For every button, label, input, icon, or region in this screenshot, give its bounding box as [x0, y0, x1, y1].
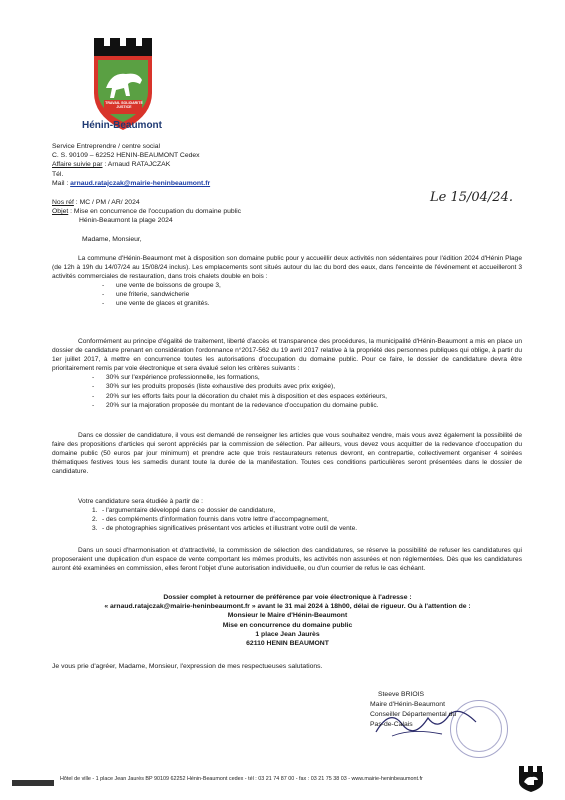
paragraph-2	[52, 337, 522, 410]
paragraph-3-text: Dans ce dossier de candidature, il vous est demandé de renseigner les articles que vous souhaitez vendre, mais vous avez également la possibilité de faire des propositions d'articles qui seront appréciés par la commission de sélection. Par ailleurs, vous devez vous acquitter de la redevance d'occupation du domaine public (50 euros par jour minimum) et prendre acte que trois restaurateurs retenus devront, en contrepartie, collectivement organiser 4 soirées thématiques festives tous les samedis durant toute la durée de la manifestation. Toutes ces conditions particulières seront présentées dans le dossier de candidature.	[52, 432, 522, 476]
list-item: - une friterie, sandwicherie	[52, 290, 522, 299]
dossier-line-3: Monsieur le Maire d'Hénin-Beaumont	[227, 612, 348, 620]
criteria-list	[52, 373, 522, 409]
paragraph-1-text: La commune d'Hénin-Beaumont met à disposition son domaine public pour y accueillir deux activités non sédentaires pour l'édition 2024 d'Hénin Plage (de 12h à 19h du 14/07/24 au 15/08/24 inclus). Les emplacements sont situés autour du lac du bord des eaux, dans l'enceinte de l'événement et accueilleront 3 activités commerciales de restauration, dans trois chalets double en bois :	[52, 255, 522, 281]
followed-name: : Arnaud RATAJCZAK	[102, 161, 171, 169]
logo-motto: TRAVAIL SOLIDARITÉ JUSTICE	[105, 101, 143, 109]
list-item	[52, 515, 522, 524]
list-item: - 30% sur les produits proposés (liste exhaustive des produits avec prix exigée),	[52, 382, 522, 391]
object-line-2: Hénin-Beaumont la plage 2024	[79, 217, 173, 225]
sender-tel: Tél.	[52, 170, 64, 178]
salutation: Madame, Monsieur,	[82, 236, 142, 243]
object-line	[52, 207, 241, 216]
followed-label: Affaire suivie par	[52, 161, 103, 169]
ref-value: : MC / PM / AR/ 2024	[73, 199, 140, 206]
signatory-title-3: Pas-de-Calais	[370, 721, 413, 728]
sender-service: Service Entreprendre / centre social	[52, 143, 161, 150]
paragraph-5-text: Dans un souci d'harmonisation et d'attractivité, la commission de sélection des candidatures, se réserve la possibilité de refuser les candidatures qui proposeraient une duplication d'un espace de vente comportant les mêmes produits, les activités non assurées et non réglementées. Dès que les candidatures auront été examinées en commission, elles feront l'objet d'une autorisation individuelle, ou d'un courrier de refus le cas échéant.	[52, 547, 522, 573]
list-item	[52, 506, 522, 515]
evaluation-list	[52, 506, 522, 533]
handwritten-date: Le 15/04/24.	[430, 190, 513, 205]
ref-label: Nos réf	[52, 199, 74, 206]
paragraph-5	[52, 546, 522, 573]
list-item: - 20% sur la majoration proposée du montant de la redevance d'occupation du domaine public.	[52, 401, 522, 410]
list-text: de photographies significatives présentant vos articles et illustrant votre outil de vente.	[106, 525, 358, 533]
list-text: l'argumentaire développé dans ce dossier de candidature,	[106, 507, 276, 515]
dossier-line-4: Mise en concurrence du domaine public	[222, 621, 353, 629]
list-item: - 30% sur l'expérience professionnelle, les formations,	[52, 373, 522, 382]
signature-block	[360, 690, 456, 730]
footer-text: Hôtel de ville - 1 place Jean Jaurès BP 90109 62252 Hénin-Beaumont cedex - tél : 03 21 74 87 00 - fax : 03 21 75 38 03 - www.mairie-heninbeaumont.fr	[60, 776, 423, 782]
dossier-line-2: « arnaud.ratajczak@mairie-heninbeaumont.fr » avant le 31 mai 2024 à 18h00, délai de rigueur. Ou à l'attention de :	[104, 603, 471, 611]
paragraph-1	[52, 254, 522, 309]
mail-label: Mail :	[52, 179, 71, 187]
list-item: - une vente de boissons de groupe 3,	[52, 281, 522, 290]
sender-followed	[52, 160, 210, 169]
city-name: Hénin-Beaumont	[82, 120, 162, 131]
signatory-name: Steeve BRIOIS	[378, 691, 425, 698]
paragraph-4	[52, 497, 522, 533]
footer-logo-icon	[516, 766, 546, 792]
signatory-title-2: Conseiller Départemental du	[370, 711, 457, 718]
mail-link[interactable]: arnaud.ratajczak@mairie-heninbeaumont.fr	[70, 179, 211, 187]
closing: Je vous prie d'agréer, Madame, Monsieur, l'expression de mes respectueuses salutations.	[52, 663, 323, 670]
paragraph-3	[52, 431, 522, 476]
list-text: des compléments d'information fournis dans votre lettre d'accompagnement,	[106, 516, 329, 524]
object-value: : Mise en concurrence de l'occupation du domaine public	[68, 208, 242, 216]
activities-list	[52, 281, 522, 308]
paragraph-4-text: Votre candidature sera étudiée à partir de :	[78, 498, 203, 505]
list-number: - 3.	[92, 525, 98, 533]
list-number: - 1.	[92, 507, 98, 515]
dossier-line-5: 1 place Jean Jaurès	[255, 630, 320, 638]
dossier-block	[40, 593, 535, 648]
list-item	[52, 524, 522, 533]
references-block	[52, 198, 241, 226]
paragraph-2-text: Conformément au principe d'égalité de traitement, liberté d'accès et transparence des procédures, la municipalité d'Hénin-Beaumont a mis en place un dossier de candidature prenant en considération l'ordonnance n°2017-562 du 19 avril 2017 relative à la propriété des personnes publiques qui oblige, à partir du 1er juillet 2017, à mettre en concurrence toutes les autorisations d'occupation du domaine public. Pour ce faire, le dossier de candidature devra être prioritairement remis par voie électronique et sera évalué selon les critères suivants :	[52, 338, 522, 373]
sender-mail	[52, 179, 210, 188]
sender-address: C. S. 90109 – 62252 HENIN-BEAUMONT Cedex	[52, 152, 200, 160]
dossier-line-1: Dossier complet à retourner de préférence par voie électronique à l'adresse :	[163, 594, 412, 601]
ref-line	[52, 198, 241, 207]
list-item: - une vente de glaces et granités.	[52, 299, 522, 308]
dossier-line-6: 62110 HENIN BEAUMONT	[246, 640, 329, 648]
object-label: Objet	[52, 208, 69, 216]
footer-bar	[12, 780, 54, 786]
list-number: - 2.	[92, 516, 98, 524]
list-item: - 20% sur les efforts faits pour la décoration du chalet mis à disposition et des espaces extérieurs,	[52, 392, 522, 401]
signatory-title-1: Maire d'Hénin-Beaumont	[370, 701, 445, 708]
sender-block	[52, 142, 210, 188]
